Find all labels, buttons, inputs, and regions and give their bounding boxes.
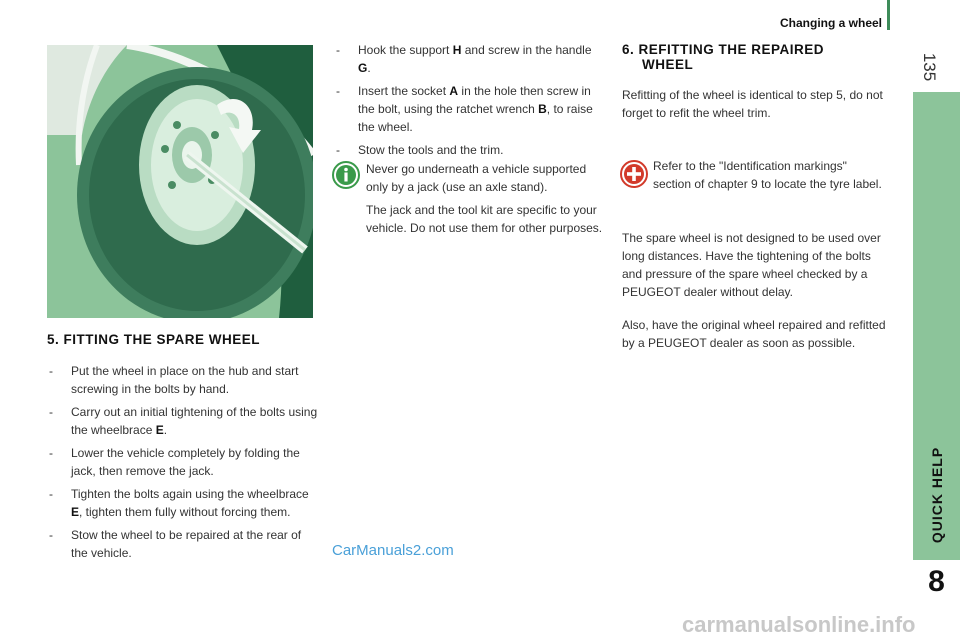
section-6-heading-line1: 6. REFITTING THE REPAIRED <box>622 42 825 57</box>
list-item <box>47 485 319 521</box>
list-item <box>47 526 319 562</box>
part-ref: E <box>155 423 164 437</box>
wheel-illustration-icon <box>47 45 313 318</box>
identification-note: Refer to the "Identification markings" section of chapter 9 to locate the tyre label. <box>653 159 882 191</box>
list-item <box>334 41 602 77</box>
part-ref: A <box>449 84 459 98</box>
step-text: Hook the support <box>358 43 453 57</box>
step-text: and screw in the handle <box>461 43 592 57</box>
note-paragraph: The jack and the tool kit are specific to your vehicle. Do not use them for other purposes. <box>366 203 603 235</box>
jack-steps <box>334 41 602 164</box>
section-5-heading: 5. FITTING THE SPARE WHEEL <box>47 332 261 347</box>
step-text: in the hole then screw in the bolt, using the ratchet wrench <box>358 84 591 116</box>
step-text: Insert the socket <box>358 84 450 98</box>
list-item <box>47 362 319 398</box>
step-text: Tighten the bolts again using the wheelbrace <box>71 487 309 501</box>
wheel-illustration <box>47 45 313 318</box>
step-text: , tighten them fully without forcing them. <box>79 505 291 519</box>
section-6-heading <box>622 42 824 72</box>
info-icon <box>332 161 360 189</box>
step-text: , to raise the wheel. <box>358 102 593 134</box>
section-6-heading-line2: WHEEL <box>642 57 694 72</box>
page-header-title: Changing a wheel <box>779 16 882 30</box>
step-text: Stow the wheel to be repaired at the rear of the vehicle. <box>71 528 302 560</box>
list-item <box>47 444 319 480</box>
note-paragraph: Never go underneath a vehicle supported only by a jack (use an axle stand). <box>366 162 587 194</box>
list-item <box>334 82 602 136</box>
step-text: Lower the vehicle completely by folding the jack, then remove the jack. <box>71 446 300 478</box>
step-text: . <box>367 61 371 75</box>
section-5-steps <box>47 362 319 567</box>
list-item <box>334 141 602 159</box>
list-item <box>47 403 319 439</box>
step-text: . <box>163 423 168 437</box>
plus-icon <box>620 160 648 188</box>
part-ref: H <box>452 43 462 57</box>
section-6-intro: Refitting of the wheel is identical to step 5, do not forget to refit the wheel trim. <box>622 88 883 120</box>
step-text: Stow the tools and the trim. <box>358 143 504 157</box>
repair-advice: Also, have the original wheel repaired and refitted by a PEUGEOT dealer as soon as possible. <box>622 318 886 350</box>
spare-wheel-warning: The spare wheel is not designed to be used over long distances. Have the tightening of the bolts and pressure of the spare wheel checked by a PEUGEOT dealer without delay. <box>622 231 881 299</box>
chapter-tab-text: QUICK HELP <box>928 446 945 544</box>
part-ref: B <box>538 102 547 116</box>
part-ref: E <box>71 505 80 519</box>
header-accent-bar <box>887 0 890 30</box>
step-text: Put the wheel in place on the hub and start screwing in the bolts by hand. <box>71 364 299 396</box>
safety-note <box>366 160 606 242</box>
part-ref: G <box>358 61 368 75</box>
watermark-text: carmanualsonline.info <box>682 612 916 637</box>
watermark-link[interactable]: CarManuals2.com <box>332 542 454 559</box>
chapter-number: 8 <box>928 565 945 598</box>
step-text: Carry out an initial tightening of the bolts using the wheelbrace <box>71 405 318 437</box>
page-number: 135 <box>920 52 939 82</box>
chapter-tab-label <box>913 430 960 560</box>
